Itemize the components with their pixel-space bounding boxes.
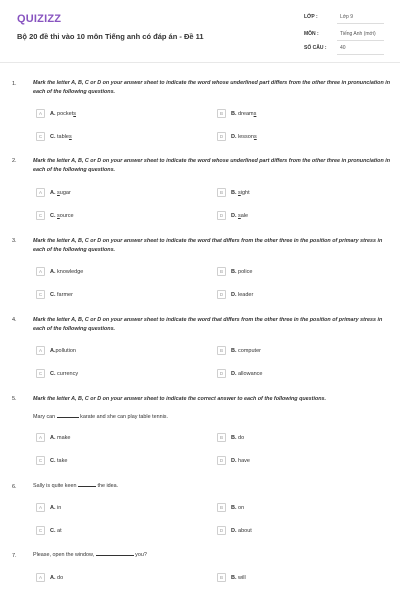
option-text: at	[57, 527, 62, 534]
question-number: 6.	[12, 484, 17, 490]
option-key: A.	[50, 110, 56, 117]
option-letter-box: A	[36, 109, 45, 118]
option-underlined-part: s	[57, 212, 60, 219]
option-letter-box: B	[217, 109, 226, 118]
option-key: A.	[50, 574, 56, 581]
question-number: 7.	[12, 553, 17, 559]
subject-underline	[337, 40, 384, 41]
option-underlined-part: s	[238, 189, 241, 196]
subject-label: MÔN :	[304, 31, 319, 37]
question-sentence	[33, 551, 393, 560]
option-letter-box: C	[36, 290, 45, 299]
option-key: B.	[231, 347, 237, 354]
sentence-end: you?	[133, 552, 147, 558]
option-key: C.	[50, 212, 56, 219]
option-letter-box: C	[36, 369, 45, 378]
option-text: about	[238, 527, 252, 534]
option-d[interactable]	[217, 132, 367, 141]
option-text: computer	[238, 347, 261, 354]
option-d[interactable]	[217, 526, 367, 535]
count-underline	[337, 54, 384, 55]
count-value: 40	[340, 45, 346, 51]
option-key: B.	[231, 504, 237, 511]
subject-row	[304, 29, 384, 41]
quizizz-logo[interactable]: QUIZIZZ	[17, 13, 62, 25]
option-c[interactable]	[36, 211, 186, 220]
option-a[interactable]	[36, 346, 186, 355]
header-divider	[0, 62, 400, 63]
option-letter-box: C	[36, 211, 45, 220]
option-text: pollution	[55, 347, 76, 354]
option-b[interactable]	[217, 573, 367, 582]
question-instruction: Mark the letter A, B, C or D on your answer sheet to indicate the word whose underlined part differs from the other three in pronunciation in each of the following questions.	[33, 158, 391, 173]
option-text: make	[57, 434, 71, 441]
option-d[interactable]	[217, 369, 367, 378]
option-text: ale	[240, 212, 249, 219]
option-a[interactable]	[36, 503, 186, 512]
option-letter-box: B	[217, 188, 226, 197]
option-letter-box: D	[217, 526, 226, 535]
question-instruction: Mark the letter A, B, C or D on your answer sheet to indicate the word whose underlined part differs from the other three in pronunciation in each of the following questions.	[33, 80, 391, 95]
option-letter-box: C	[36, 526, 45, 535]
question-number: 4.	[12, 317, 17, 323]
option-b[interactable]	[217, 503, 367, 512]
option-text: lesson	[238, 133, 254, 140]
option-key: A.	[50, 268, 56, 275]
option-text: pocket	[57, 110, 74, 117]
option-key: D.	[231, 291, 237, 298]
option-key: C.	[50, 370, 56, 377]
subject-value: Tiếng Anh (mới)	[340, 31, 376, 37]
option-text: ight	[240, 189, 250, 196]
worksheet-header	[0, 0, 400, 62]
option-text: police	[238, 268, 253, 275]
option-text: in	[57, 504, 62, 511]
question-sentence	[33, 482, 393, 491]
option-key: C.	[50, 527, 56, 534]
option-underlined-part: s	[73, 110, 76, 117]
sentence-start: Sally is quite keen	[33, 483, 78, 489]
option-c[interactable]	[36, 369, 186, 378]
question-number: 2.	[12, 158, 17, 164]
class-label: LỚP :	[304, 14, 318, 20]
option-letter-box: B	[217, 433, 226, 442]
option-text: do	[57, 574, 64, 581]
option-key: D.	[231, 457, 237, 464]
option-c[interactable]	[36, 290, 186, 299]
option-key: C.	[50, 291, 56, 298]
option-b[interactable]	[217, 188, 367, 197]
option-key: A.	[50, 189, 56, 196]
option-key: B.	[231, 268, 237, 275]
count-row	[304, 43, 384, 55]
option-letter-box: A	[36, 267, 45, 276]
class-underline	[337, 23, 384, 24]
option-letter-box: B	[217, 346, 226, 355]
option-a[interactable]	[36, 267, 186, 276]
option-key: B.	[231, 189, 237, 196]
answer-blank	[96, 551, 134, 556]
option-key: A.	[50, 504, 56, 511]
option-text: on	[238, 504, 245, 511]
option-key: A.	[50, 347, 56, 354]
option-letter-box: A	[36, 503, 45, 512]
option-letter-box: B	[217, 503, 226, 512]
worksheet-title: Bộ 20 đề thi vào 10 môn Tiếng anh có đáp án - Đề 11	[17, 32, 204, 41]
option-letter-box: A	[36, 573, 45, 582]
question-instruction: Mark the letter A, B, C or D on your answer sheet to indicate the word that differs from the other three in the position of primary stress in each of the following questions.	[33, 317, 383, 332]
option-text: dream	[238, 110, 254, 117]
question-instruction: Mark the letter A, B, C or D on your answer sheet to indicate the word that differs from the other three in the position of primary stress in each of the following questions.	[33, 238, 383, 253]
option-b[interactable]	[217, 109, 367, 118]
option-letter-box: D	[217, 211, 226, 220]
sentence-start: Please, open the window,	[33, 552, 96, 558]
option-a[interactable]	[36, 433, 186, 442]
sentence-end: karate and she can play table tennis.	[78, 414, 168, 420]
option-text: take	[57, 457, 68, 464]
question-instruction: Mark the letter A, B, C or D on your answer sheet to indicate the correct answer to each of the following questions.	[33, 396, 327, 402]
option-key: B.	[231, 434, 237, 441]
option-letter-box: D	[217, 369, 226, 378]
option-text: have	[238, 457, 250, 464]
option-c[interactable]	[36, 456, 186, 465]
option-d[interactable]	[217, 290, 367, 299]
option-a[interactable]	[36, 109, 186, 118]
option-a[interactable]	[36, 573, 186, 582]
option-letter-box: D	[217, 290, 226, 299]
option-c[interactable]	[36, 132, 186, 141]
option-letter-box: C	[36, 456, 45, 465]
option-letter-box: A	[36, 433, 45, 442]
option-letter-box: D	[217, 132, 226, 141]
question-number: 5.	[12, 396, 17, 402]
question-number: 3.	[12, 238, 17, 244]
sentence-end: the idea.	[95, 483, 119, 489]
option-text: leader	[238, 291, 254, 298]
option-letter-box: A	[36, 346, 45, 355]
option-underlined-part: s	[253, 110, 257, 117]
question-number: 1.	[12, 81, 17, 87]
option-key: B.	[231, 574, 237, 581]
answer-blank	[57, 413, 79, 418]
option-text: farmer	[57, 291, 73, 298]
count-label: SỐ CÂU :	[304, 45, 327, 51]
option-text: do	[238, 434, 245, 441]
option-text: table	[57, 133, 69, 140]
option-key: D.	[231, 133, 237, 140]
option-letter-box: B	[217, 267, 226, 276]
option-b[interactable]	[217, 433, 367, 442]
option-letter-box: A	[36, 188, 45, 197]
question-sentence	[33, 413, 393, 422]
option-underlined-part: s	[57, 189, 60, 196]
option-text: allowance	[238, 370, 263, 377]
option-letter-box: C	[36, 132, 45, 141]
option-underlined-part: s	[68, 133, 72, 140]
option-key: D.	[231, 370, 237, 377]
option-text: currency	[57, 370, 79, 377]
option-text: ource	[59, 212, 74, 219]
option-text: knowledge	[57, 268, 84, 275]
option-d[interactable]	[217, 456, 367, 465]
answer-blank	[78, 482, 96, 487]
option-letter-box: D	[217, 456, 226, 465]
option-text: ugar	[59, 189, 71, 196]
option-key: A.	[50, 434, 56, 441]
option-d[interactable]	[217, 211, 367, 220]
class-value: Lớp 9	[340, 14, 354, 20]
option-key: D.	[231, 212, 237, 219]
option-letter-box: B	[217, 573, 226, 582]
option-b[interactable]	[217, 346, 367, 355]
option-key: C.	[50, 133, 56, 140]
option-text: will	[238, 574, 246, 581]
option-underlined-part: s	[238, 212, 241, 219]
option-c[interactable]	[36, 526, 186, 535]
sentence-start: Mary can	[33, 414, 57, 420]
option-underlined-part: s	[253, 133, 257, 140]
option-key: C.	[50, 457, 56, 464]
option-b[interactable]	[217, 267, 367, 276]
option-key: B.	[231, 110, 237, 117]
option-key: D.	[231, 527, 237, 534]
option-a[interactable]	[36, 188, 186, 197]
class-row	[304, 12, 384, 24]
